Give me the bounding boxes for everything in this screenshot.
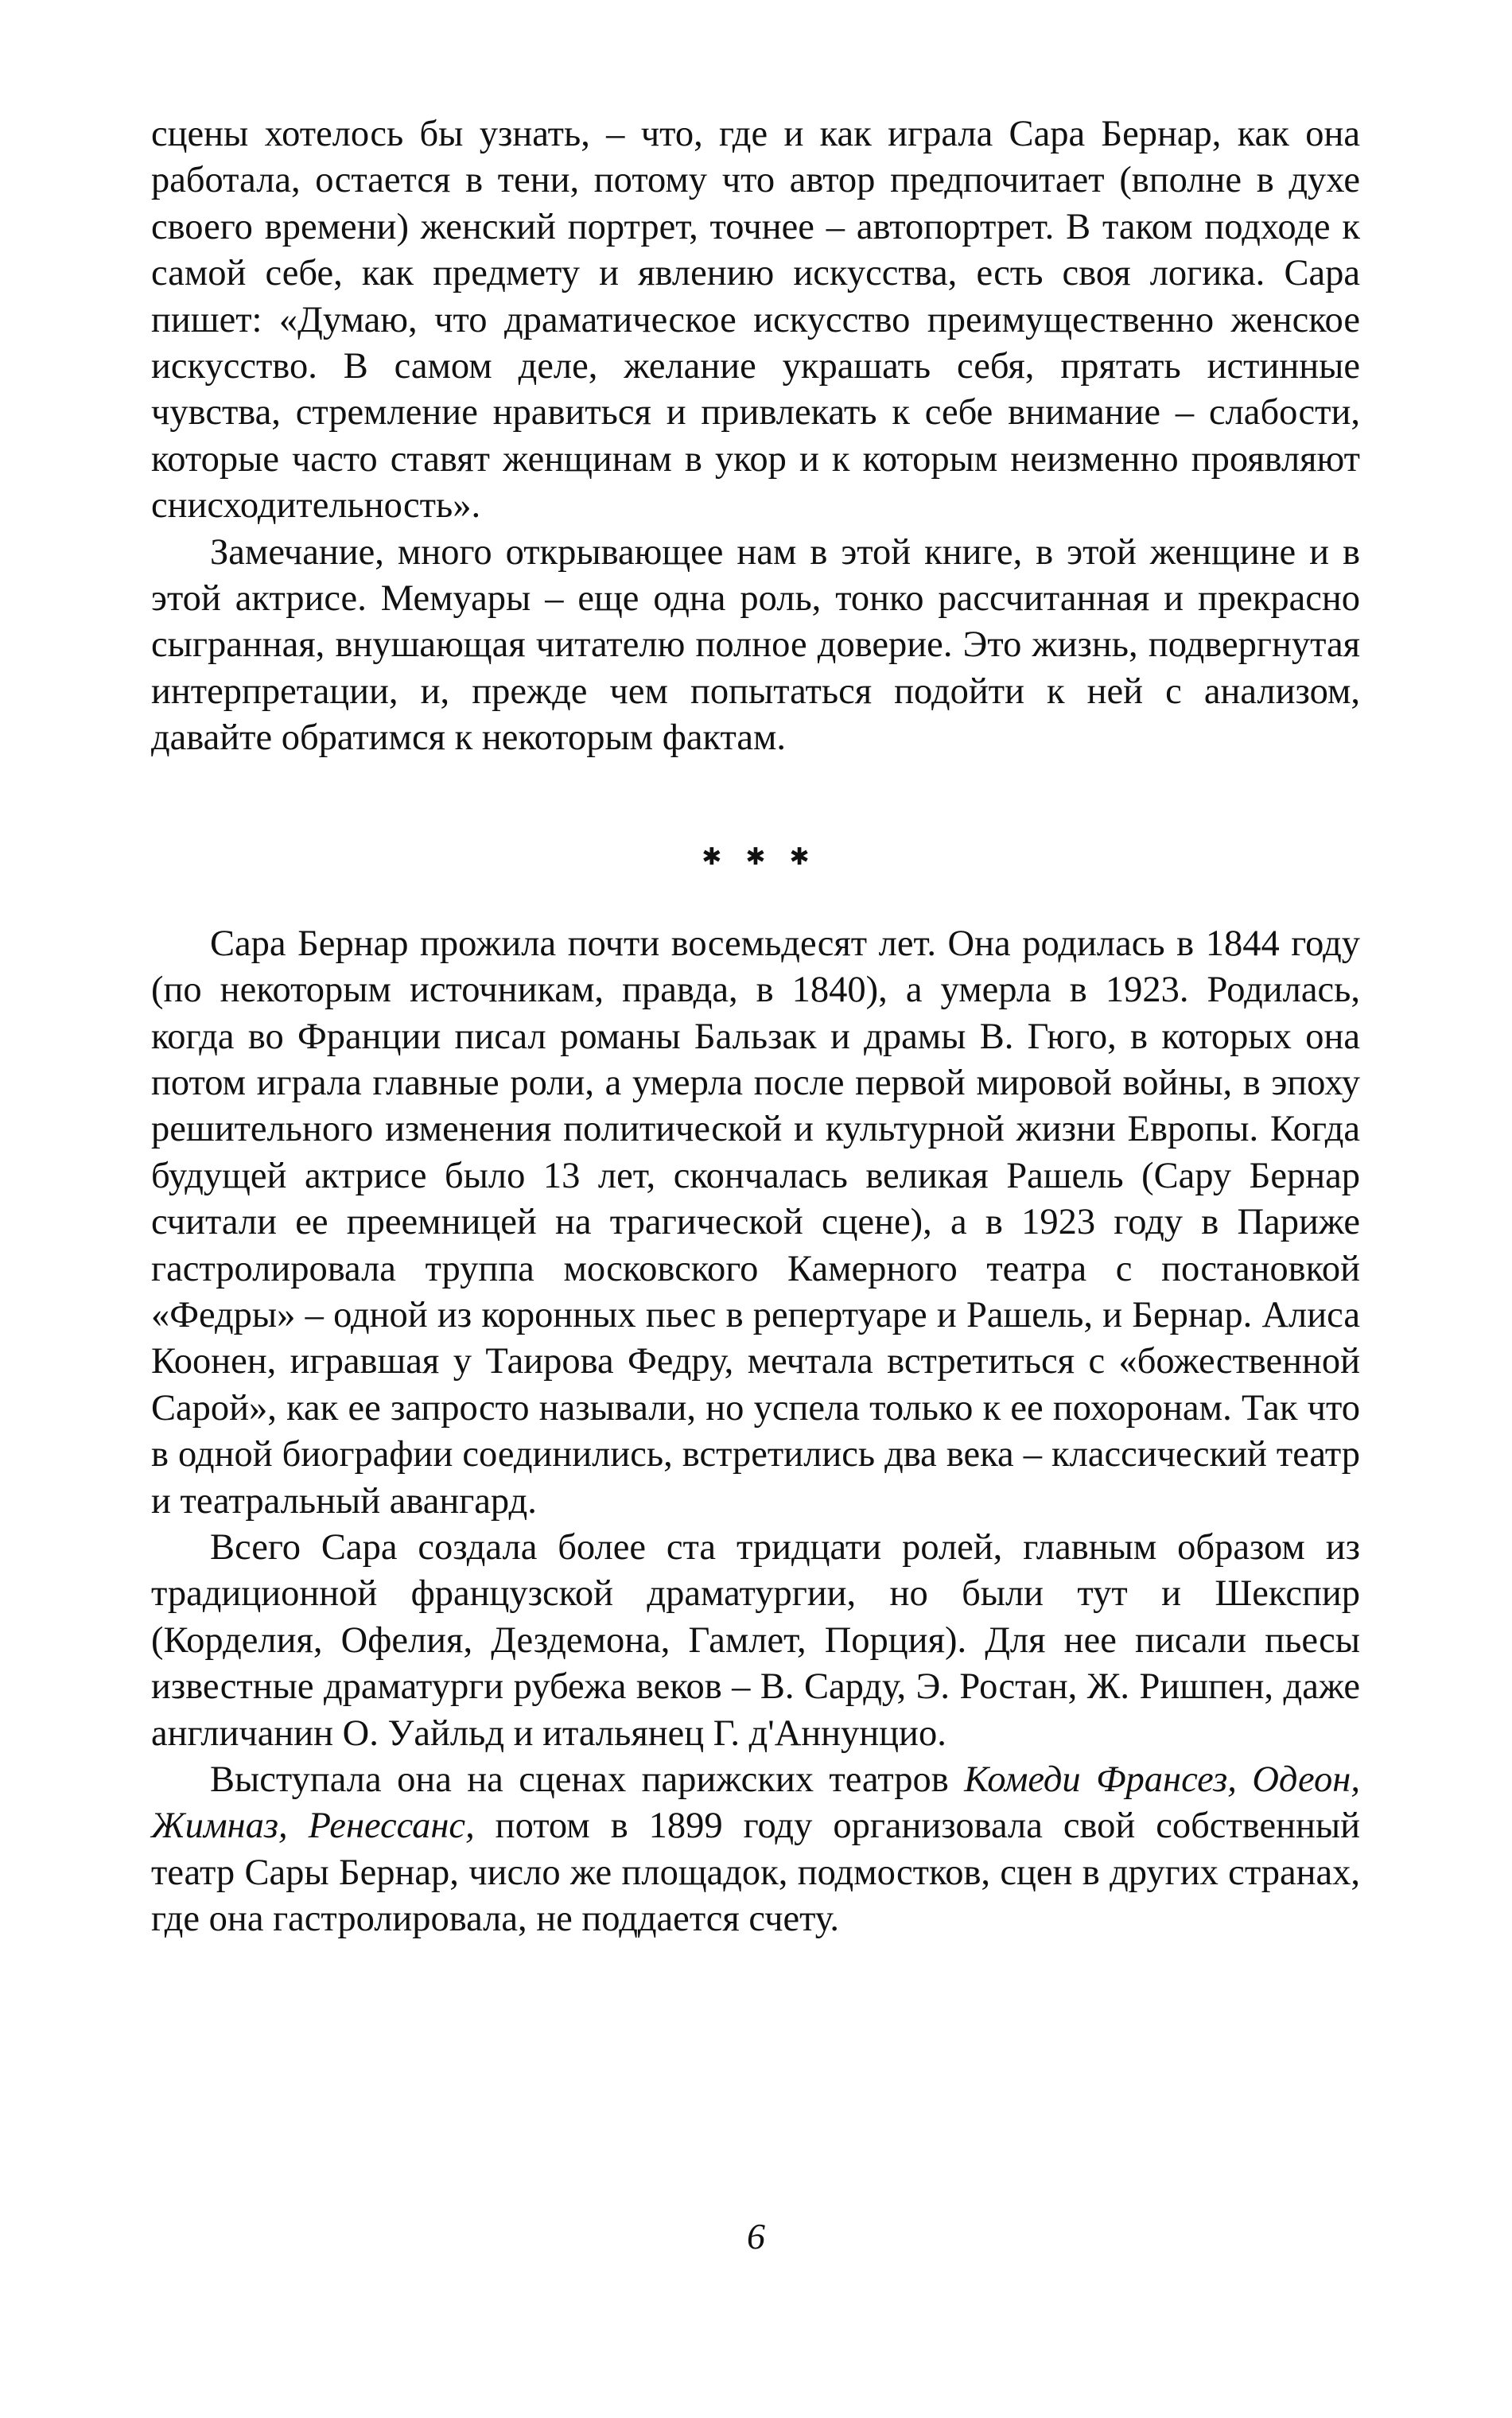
theaters-names-italic: Комеди Франсез, Одеон, Жимназ, Ренессанс, xyxy=(151,1759,1360,1847)
paragraph-biography: Сара Бернар прожила почти восемьдесят лет. Она родилась в 1844 году (по некоторым источникам, правда, в 1840), а умерла в 1923. Родилась, когда во Франции писал романы Бальзак и драмы В. Гюго, в которых она потом играла главные роли, а умерла после первой мировой войны, в эпоху решительного изменения политической и культурной жизни Европы. Когда будущей актрисе было 13 лет, скончалась великая Рашель (Сару Бернар считали ее преемницей на трагической сцене), а в 1923 году в Париже гастролировала труппа московского Камерного театра с постановкой «Федры» – одной из коронных пьес в репертуаре и Рашель, и Бернар. Алиса Коонен, игравшая у Таирова Федру, мечтала встретиться с «божественной Сарой», как ее запросто называли, но успела только к ее похоронам. Так что в одной биографии соединились, встретились два века – классический театр и театральный авангард. xyxy=(151,923,1360,1522)
theaters-text-end: потом в 1899 году организовала свой собственный театр Сары Бернар, число же площадок, подмостков, сцен в других странах, где она гастролировала, не поддается счету. xyxy=(151,1806,1360,1940)
section-separator: ✱✱✱ xyxy=(702,843,834,870)
theaters-text-start: Выступала она на сценах парижских театров xyxy=(210,1759,965,1800)
paragraph-theaters xyxy=(151,1757,1360,1943)
page-number: 6 xyxy=(747,2216,765,2257)
paragraph-roles: Всего Сара создала более ста тридцати ролей, главным образом из традиционной французской драматургии, но были тут и Шекспир (Корделия, Офелия, Дездемона, Гамлет, Порция). Для нее писали пьесы известные драматурги рубежа веков – В. Сарду, Э. Ростан, Ж. Ришпен, даже англичанин О. Уайльд и итальянец Г. д'Аннунцио. xyxy=(151,1526,1360,1754)
paragraph-remark: Замечание, много открывающее нам в этой книге, в этой женщине и в этой актрисе. Мемуары – еще одна роль, тонко рассчитанная и прекрасно сыгранная, внушающая читателю полное доверие. Это жизнь, подвергнутая интерпретации, и, прежде чем попытаться подойти к ней с анализом, давайте обратимся к некоторым фактам. xyxy=(151,531,1360,759)
paragraph-continuation: сцены хотелось бы узнать, – что, где и как играла Сара Бернар, как она работала, остается в тени, потому что автор предпочитает (вполне в духе своего времени) женский портрет, точнее – автопортрет. В таком подходе к самой себе, как предмету и явлению искусства, есть своя логика. Сара пишет: «Думаю, что драматическое искусство преимущественно женское искусство. В самом деле, желание украшать себя, прятать истинные чувства, стремление нравиться и привлекать к себе внимание – слабости, которые часто ставят женщинам в укор и к которым неизменно проявляют снисходительность». xyxy=(151,114,1360,527)
page-body xyxy=(151,111,1360,1943)
